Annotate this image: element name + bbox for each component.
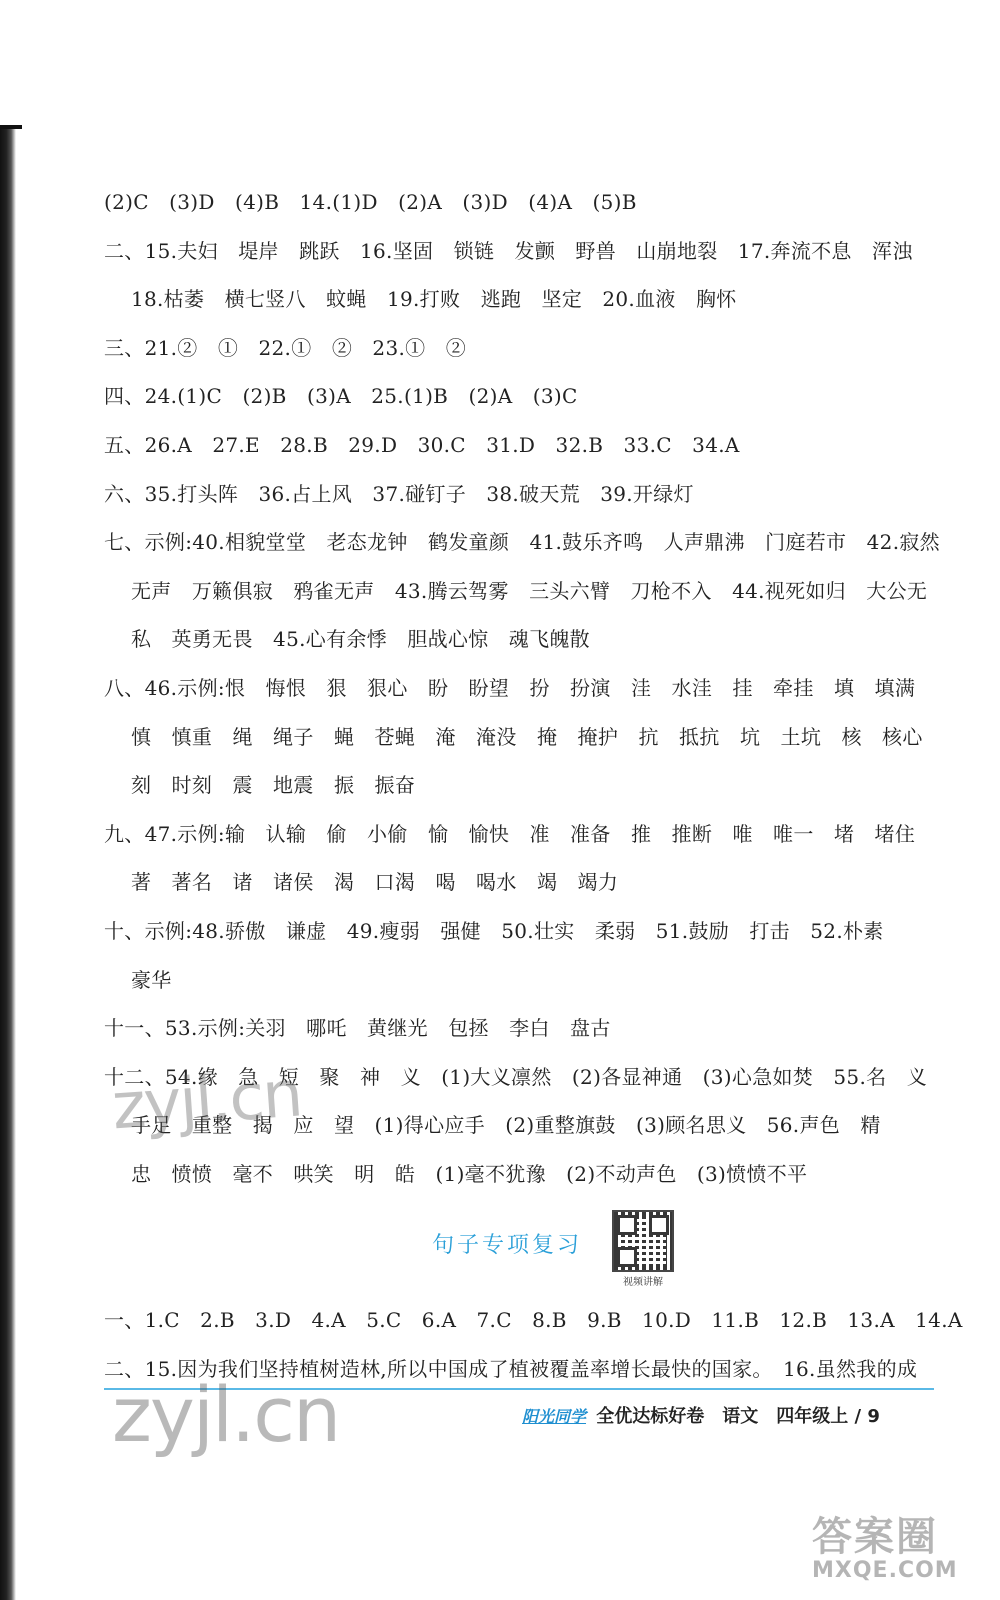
answer-line: 手足 重整 揭 应 望 (1)得心应手 (2)重整旗鼓 (3)顾名思义 56.声色 精	[104, 1113, 881, 1138]
corner-watermark	[812, 1505, 982, 1595]
qr-finder-top-right	[649, 1215, 669, 1235]
answer-line: 三、21.② ① 22.① ② 23.① ②	[104, 335, 467, 360]
page-spine-shadow	[0, 125, 16, 1600]
answer-line: 慎 慎重 绳 绳子 蝇 苍蝇 淹 淹没 掩 掩护 抗 抵抗 坑 土坑 核 核心	[104, 724, 923, 749]
answer-line: 十、示例:48.骄傲 谦虚 49.瘦弱 强健 50.壮实 柔弱 51.鼓励 打击 52.朴素	[104, 918, 884, 943]
footer	[522, 1402, 880, 1428]
footer-text: 全优达标好卷 语文 四年级上 / 9	[596, 1406, 880, 1427]
answer-line: 18.枯萎 横七竖八 蚊蝇 19.打败 逃跑 坚定 20.血液 胸怀	[104, 287, 737, 312]
answer-line: 四、24.(1)C (2)B (3)A 25.(1)B (2)A (3)C	[104, 384, 578, 409]
qr-finder-bottom-left	[617, 1247, 637, 1267]
page-spine-edge	[0, 125, 22, 129]
answer-line: 十二、54.缘 急 短 聚 神 义 (1)大义凛然 (2)各显神通 (3)心急如焚 55.名 义	[104, 1064, 928, 1089]
answer-line: 一、1.C 2.B 3.D 4.A 5.C 6.A 7.C 8.B 9.B 10.D 11.B 12.B 13.A 14.A	[104, 1308, 963, 1332]
watermark-zyjl-bottom: zyjl.cn	[112, 1370, 340, 1459]
qr-caption: 视频讲解	[623, 1277, 663, 1288]
answer-line: 十一、53.示例:关羽 哪吒 黄继光 包拯 李白 盘古	[104, 1016, 611, 1041]
corner-watermark-top: 答案圈	[812, 1514, 938, 1560]
answer-line: 六、35.打头阵 36.占上风 37.碰钉子 38.破天荒 39.开绿灯	[104, 481, 694, 506]
answer-line: 豪华	[104, 967, 172, 992]
answer-line: 无声 万籁俱寂 鸦雀无声 43.腾云驾雾 三头六臂 刀枪不入 44.视死如归 大公无	[104, 578, 928, 603]
answer-line: 五、26.A 27.E 28.B 29.D 30.C 31.D 32.B 33.C 34.A	[104, 432, 740, 457]
answer-line: 九、47.示例:输 认输 偷 小偷 愉 愉快 准 准备 推 推断 唯 唯一 堵 堵住	[104, 821, 916, 846]
qr-finder-top-left	[617, 1215, 637, 1235]
answer-line: 著 著名 诸 诸侯 渴 口渴 喝 喝水 竭 竭力	[104, 870, 619, 895]
answer-lines	[104, 178, 940, 1198]
corner-watermark-bottom: MXQE.COM	[812, 1558, 958, 1583]
answer-line: 忠 愤愤 毫不 哄笑 明 皓 (1)毫不犹豫 (2)不动声色 (3)愤愤不平	[104, 1161, 808, 1186]
answer-line: 私 英勇无畏 45.心有余悸 胆战心惊 魂飞魄散	[104, 627, 590, 652]
brand-logo: 阳光同学	[522, 1407, 587, 1426]
answer-line: (2)C (3)D (4)B 14.(1)D (2)A (3)D (4)A (5)B	[104, 190, 637, 214]
answer-line: 八、46.示例:恨 悔恨 狠 狠心 盼 盼望 扮 扮演 洼 水洼 挂 牵挂 填 填满	[104, 675, 916, 700]
answer-line: 二、15.夫妇 堤岸 跳跃 16.坚固 锁链 发颤 野兽 山崩地裂 17.奔流不息 浑浊	[104, 238, 913, 263]
section-title: 句子专项复习	[432, 1233, 583, 1258]
watermark-zyjl: zyjl.cn	[109, 1057, 304, 1145]
answer-line: 刻 时刻 震 地震 振 振奋	[104, 773, 416, 798]
qr-code-icon[interactable]	[612, 1210, 674, 1272]
answer-line: 七、示例:40.相貌堂堂 老态龙钟 鹤发童颜 41.鼓乐齐鸣 人声鼎沸 门庭若市 42.寂然	[104, 530, 940, 555]
answer-line: 二、15.因为我们坚持植树造林,所以中国成了植被覆盖率增长最快的国家。 16.虽然我的成	[104, 1356, 918, 1381]
